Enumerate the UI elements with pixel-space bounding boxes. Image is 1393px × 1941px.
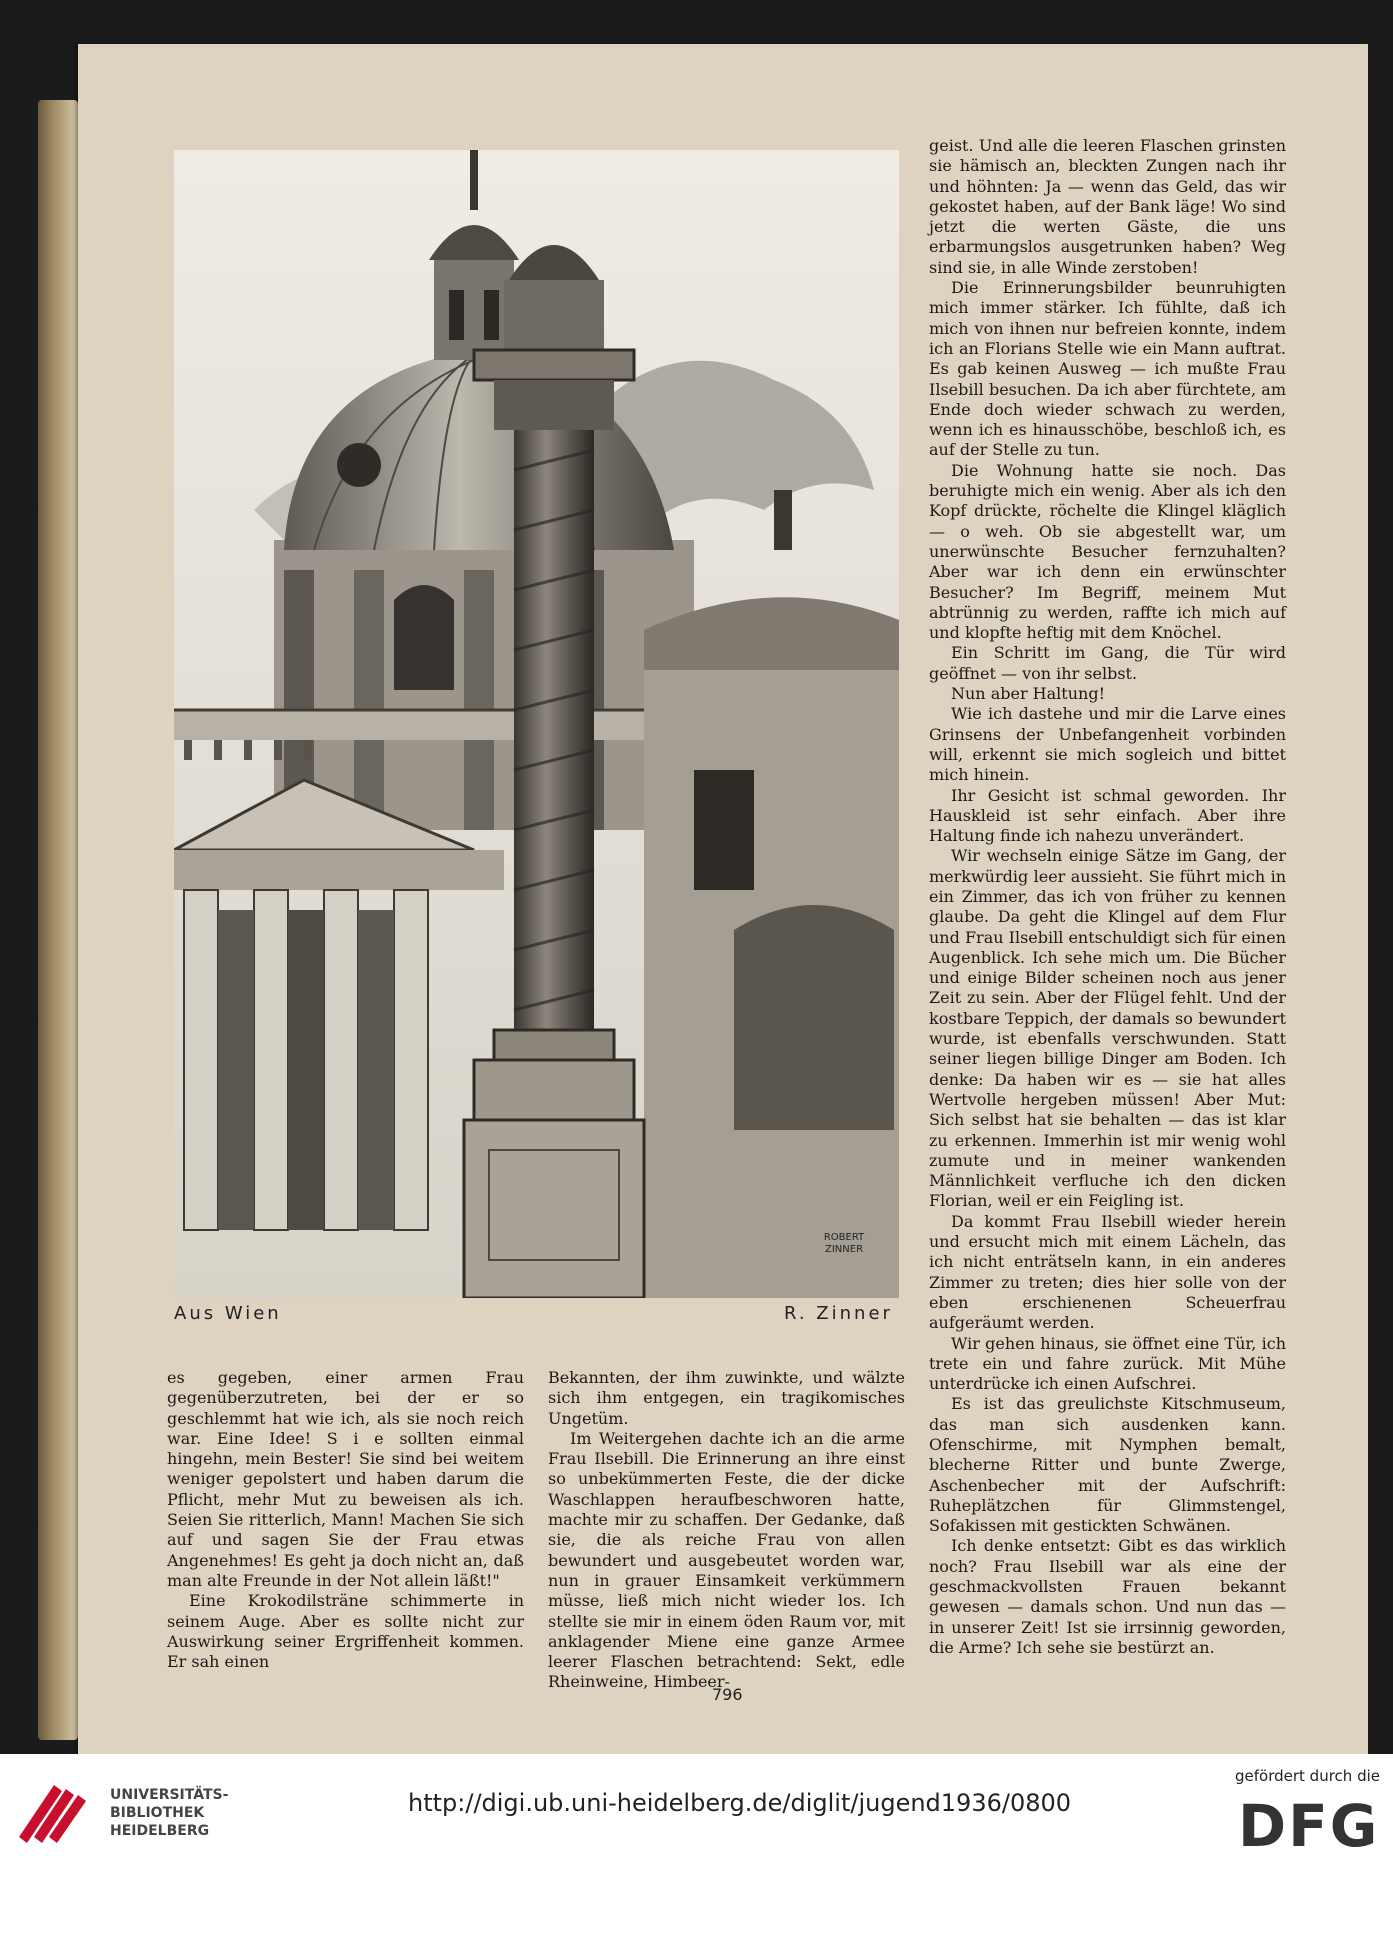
paragraph: Bekannten, der ihm zuwinkte, und wälzte sich ihm entgegen, ein tragikomisches Ungetüm.: [548, 1368, 905, 1428]
paragraph: es gegeben, einer armen Frau gegenüberzutreten, bei der er so geschlemmt hat wie ich, als sie noch reich war. Eine Idee! S i e sollten einmal hingehn, mein Bester! Sie sind bei weitem weniger gepolstert und haben darum die Pflicht, mehr Mut zu beweisen als ich. Seien Sie ritterlich, Mann! Machen Sie sich auf und sagen Sie der Frau etwas Angenehmes! Es geht ja doch nicht an, daß man alte Freunde in der Not allein läßt!": [167, 1368, 524, 1590]
digitization-footer: [0, 1754, 1393, 1941]
book-edge: [38, 100, 78, 1740]
library-name-line: HEIDELBERG: [110, 1823, 210, 1839]
illustration-caption-artist: R. Zinner: [784, 1303, 893, 1324]
dfg-logo[interactable]: DFG: [1238, 1792, 1380, 1860]
paragraph: Wir gehen hinaus, sie öffnet eine Tür, ich trete ein und fahre zurück. Mit Mühe unterdrücke ich einen Aufschrei.: [929, 1333, 1286, 1394]
paragraph: Im Weitergehen dachte ich an die arme Frau Ilsebill. Die Erinnerung an ihre einst so unbekümmerten Feste, die der dicke Waschlappen heraufbeschworen hatte, machte mir zu schaffen. Der Gedanke, daß sie, die als reiche Frau von allen bewundert und ausgebeutet worden war, nun in grauer Einsamkeit verkümmern müsse, ließ mich nicht wieder los. Ich stellte sie mir in einem öden Raum vor, mit anklagender Miene eine ganze Armee leerer Flaschen betrachtend: Sekt, edle Rheinweine, Himbeer-: [548, 1428, 905, 1692]
paragraph: Da kommt Frau Ilsebill wieder herein und ersucht mich mit einem Lächeln, das ich nicht enträtseln kann, in ein anderes Zimmer zu treten; dies hier solle von der eben erschienenen Scheuerfrau aufgeräumt werden.: [929, 1211, 1286, 1333]
artist-signature-surname: ZINNER: [824, 1244, 864, 1255]
illustration-karlskirche: [174, 150, 899, 1298]
paragraph: geist. Und alle die leeren Flaschen grinsten sie hämisch an, bleckten Zungen nach ihr und höhnten: Ja — wenn das Geld, das wir gekostet haben, auf der Bank läge! Wo sind jetzt die werten Gäste, die uns erbarmungslos ausgetrunken haben? Weg sind sie, in alle Winde zerstoben!: [929, 136, 1286, 277]
paragraph: Nun aber Haltung!: [951, 684, 1105, 704]
paragraph: Ihr Gesicht ist schmal geworden. Ihr Hauskleid ist sehr einfach. Aber ihre Haltung finde ich nahezu unverändert.: [929, 785, 1286, 846]
university-library-logo-icon[interactable]: [14, 1775, 102, 1845]
library-name[interactable]: [110, 1786, 228, 1840]
text-column-1: [167, 1368, 524, 1672]
library-name-line: BIBLIOTHEK: [110, 1805, 205, 1821]
paragraph: Es ist das greulichste Kitschmuseum, das man sich ausdenken kann. Ofenschirme, mit Nymphen bemalt, blecherne Ritter und bunte Zwerge, Aschenbecher mit der Aufschrift: Ruheplätzchen für Glimmstengel, Sofakissen mit gestickten Schwänen.: [929, 1394, 1286, 1536]
library-name-line: UNIVERSITÄTS-: [110, 1787, 229, 1803]
permalink-url[interactable]: http://digi.ub.uni-heidelberg.de/diglit/jugend1936/0800: [408, 1789, 1072, 1817]
paragraph: Wie ich dastehe und mir die Larve eines Grinsens der Unbefangenheit vorbinden will, erkennt sie mich sogleich und bittet mich hinein.: [929, 704, 1286, 785]
illustration-caption-title: Aus Wien: [174, 1303, 282, 1324]
text-column-2: [548, 1368, 905, 1693]
karlskirche-drawing: [174, 150, 899, 1298]
paragraph: Die Erinnerungsbilder beunruhigten mich immer stärker. Ich fühlte, daß ich mich von ihnen nur befreien konnte, indem ich an Florians Stelle wie ein Mann auftrat. Es gab keinen Ausweg — ich mußte Frau Ilsebill besuchen. Da ich aber fürchtete, am Ende doch wieder schwach zu werden, wenn ich es hinausschöbe, beschloß ich, es auf der Stelle zu tun.: [929, 278, 1286, 460]
paragraph: Wir wechseln einige Sätze im Gang, der merkwürdig leer aussieht. Sie führt mich in ein Zimmer, das ich von früher zu kennen glaube. Da geht die Klingel auf dem Flur und Frau Ilsebill entschuldigt sich für einen Augenblick. Ich sehe mich um. Die Bücher und einige Bilder scheinen noch aus jener Zeit zu sein. Aber der Flügel fehlt. Und der kostbare Teppich, der damals so bewundert wurde, ist ebenfalls verschwunden. Statt seiner liegen billige Dinger am Boden. Ich denke: Da haben wir es — sie hat alles Wertvolle hergeben müssen! Aber Mut: Sich selbst hat sie behalten — das ist klar zu erkennen. Immerhin ist mir wenig wohl zumute und in meiner wankenden Männlichkeit verfluche ich den dicken Florian, weil er ein Feigling ist.: [929, 846, 1286, 1211]
artist-signature: ROBERT: [823, 1232, 865, 1243]
paragraph: Die Wohnung hatte sie noch. Das beruhigte mich ein wenig. Aber als ich den Kopf drückte, röchelte die Klingel kläglich — o weh. Ob sie abgestellt war, um unerwünschte Besucher fernzuhalten? Aber war ich denn ein erwünschter Besucher? Im Begriff, meinem Mut abtrünnig zu werden, raffte ich mich auf und klopfte heftig mit dem Knöchel.: [929, 460, 1286, 643]
paragraph: Ich denke entsetzt: Gibt es das wirklich noch? Frau Ilsebill war als eine der geschmackvollsten Frauen bekannt gewesen — damals schon. Und nun das — in unserer Zeit! Ist sie irrsinnig geworden, die Arme? Ich sehe sie bestürzt an.: [929, 1536, 1286, 1657]
page-number: 796: [712, 1685, 743, 1704]
paragraph: Eine Krokodilsträne schimmerte in seinem Auge. Aber es sollte nicht zur Auswirkung seiner Ergriffenheit kommen. Er sah einen: [167, 1591, 524, 1672]
text-column-3: [929, 136, 1286, 1658]
paragraph: Ein Schritt im Gang, die Tür wird geöffnet — von ihr selbst.: [929, 643, 1286, 683]
funding-label: gefördert durch die: [1235, 1767, 1380, 1785]
